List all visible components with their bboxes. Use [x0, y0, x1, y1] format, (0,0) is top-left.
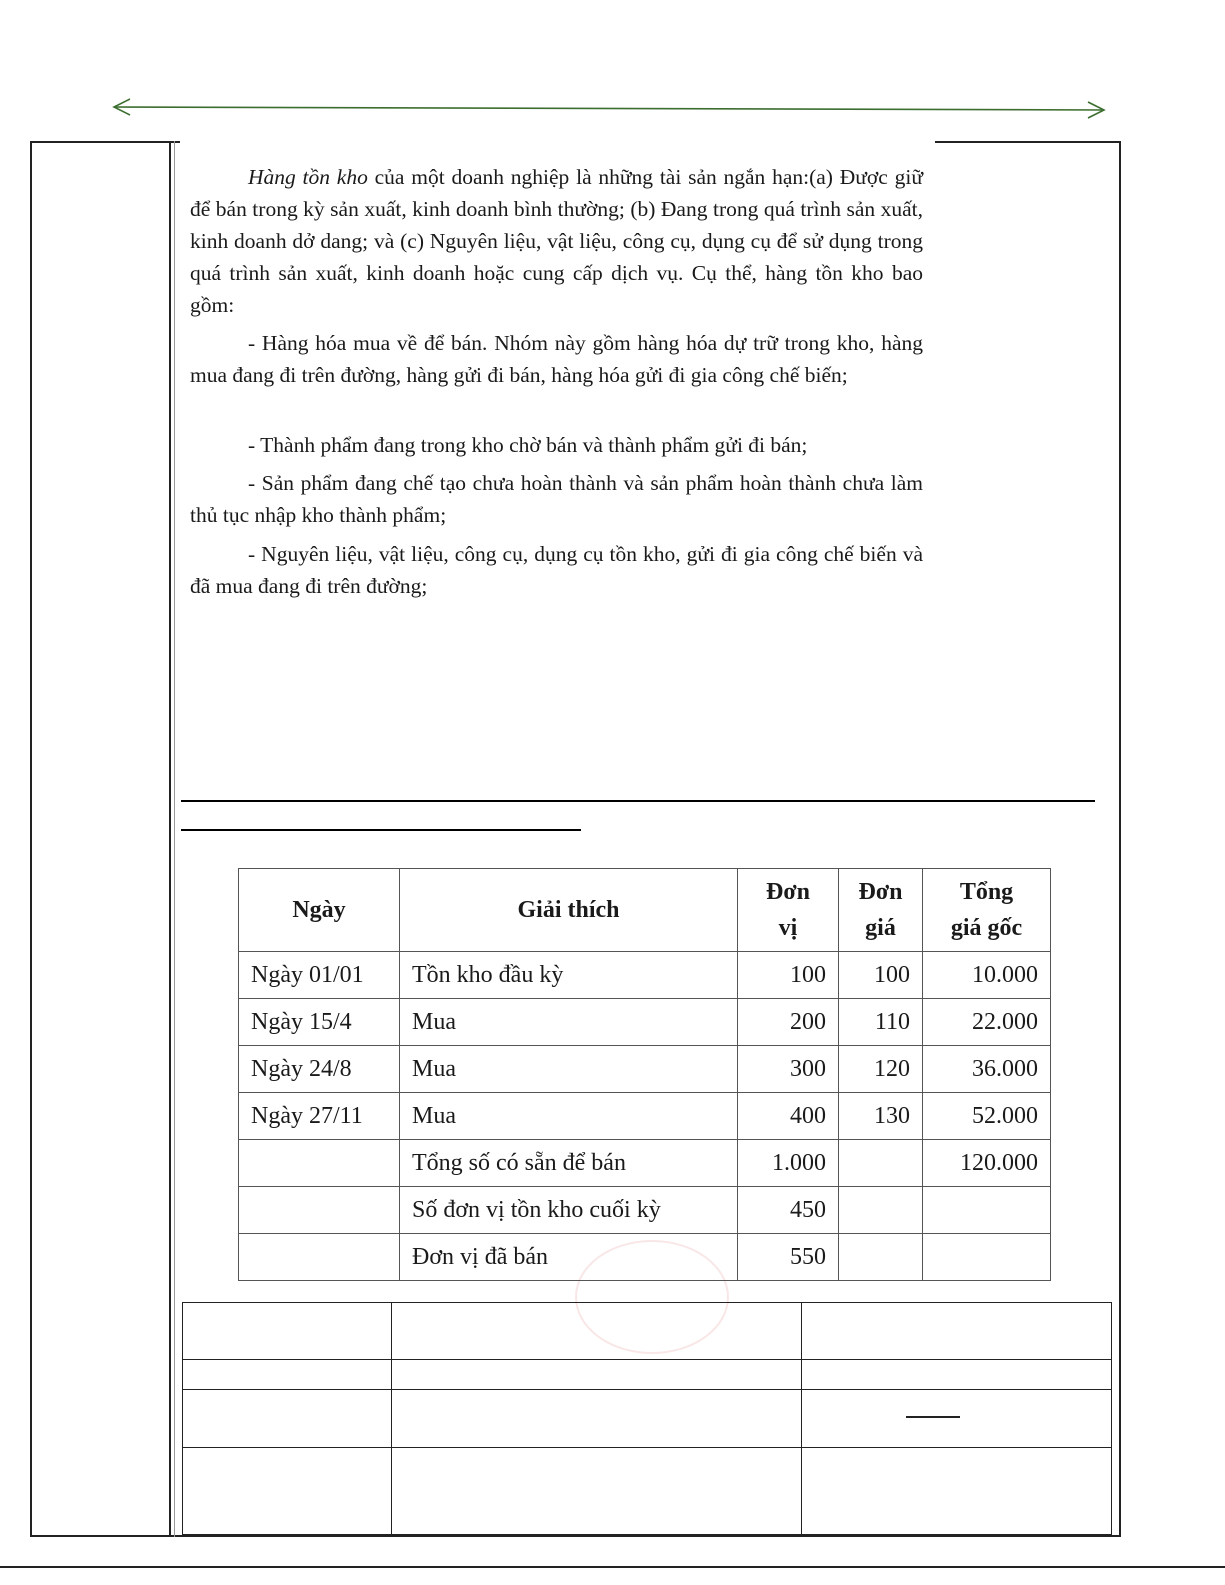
frame-bottom-border: [30, 1535, 1121, 1537]
cell-unit-price: [839, 1234, 923, 1281]
cell-total: 22.000: [923, 999, 1051, 1046]
cell-unit-price: [839, 1187, 923, 1234]
blank-form-table: [182, 1302, 1112, 1535]
blank-cell: [802, 1390, 1112, 1448]
cell-description: Mua: [400, 1046, 738, 1093]
cell-date: Ngày 27/11: [239, 1093, 400, 1140]
width-arrow: [110, 96, 1110, 122]
blank-row: [183, 1390, 1112, 1448]
cell-total: 52.000: [923, 1093, 1051, 1140]
blank-cell: [183, 1303, 392, 1360]
cell-units: 200: [738, 999, 839, 1046]
frame-top-right: [935, 141, 1121, 143]
header-total-cost: Tổng giá gốc: [923, 869, 1051, 952]
header-description: Giải thích: [400, 869, 738, 952]
cell-total: [923, 1234, 1051, 1281]
table-row: [239, 1187, 1051, 1234]
cell-date: [239, 1234, 400, 1281]
blank-cell: [183, 1390, 392, 1448]
blank-row: [183, 1448, 1112, 1535]
cell-description: Số đơn vị tồn kho cuối kỳ: [400, 1187, 738, 1234]
paragraph-materials: - Nguyên liệu, vật liệu, công cụ, dụng cụ tồn kho, gửi đi gia công chế biến và đã mua đang đi trên đường;: [190, 542, 923, 598]
cell-date: Ngày 01/01: [239, 952, 400, 999]
cell-description: Tồn kho đầu kỳ: [400, 952, 738, 999]
blank-cell: [392, 1360, 802, 1390]
table-row: [239, 1234, 1051, 1281]
cell-total: 10.000: [923, 952, 1051, 999]
cell-date: Ngày 24/8: [239, 1046, 400, 1093]
blank-row: [183, 1303, 1112, 1360]
frame-column-divider-2: [174, 141, 175, 1537]
short-rule: [181, 829, 581, 831]
cell-unit-price: [839, 1140, 923, 1187]
cell-units: 100: [738, 952, 839, 999]
table-header-row: [239, 869, 1051, 952]
paragraph-definition: [190, 161, 923, 321]
term-inventory: Hàng tồn kho: [248, 165, 368, 189]
cell-date: Ngày 15/4: [239, 999, 400, 1046]
header-date: Ngày: [239, 869, 400, 952]
cell-unit-price: 110: [839, 999, 923, 1046]
paragraph-finished-goods: - Thành phẩm đang trong kho chờ bán và thành phẩm gửi đi bán;: [248, 433, 808, 457]
table-row: [239, 1140, 1051, 1187]
blank-cell: [392, 1390, 802, 1448]
cell-date: [239, 1140, 400, 1187]
table-row: [239, 952, 1051, 999]
cell-units: 450: [738, 1187, 839, 1234]
paragraph-wip: - Sản phẩm đang chế tạo chưa hoàn thành và sản phẩm hoàn thành chưa làm thủ tục nhập kho thành phẩm;: [190, 471, 923, 527]
header-units: Đơn vị: [738, 869, 839, 952]
paragraph-goods: - Hàng hóa mua về để bán. Nhóm này gồm hàng hóa dự trữ trong kho, hàng mua đang đi trên đường, hàng gửi đi bán, hàng hóa gửi đi gia công chế biến;: [190, 331, 923, 387]
cell-description: Đơn vị đã bán: [400, 1234, 738, 1281]
cell-description: Mua: [400, 1093, 738, 1140]
header-unit-price: Đơn giá: [839, 869, 923, 952]
table-row: [239, 1093, 1051, 1140]
blank-cell: [392, 1303, 802, 1360]
cell-total: 120.000: [923, 1140, 1051, 1187]
blank-cell: [802, 1303, 1112, 1360]
paragraph-definition-text: của một doanh nghiệp là những tài sản ngắn hạn:(a) Được giữ để bán trong kỳ sản xuất, kinh doanh bình thường; (b) Đang trong quá trình sản xuất, kinh doanh dở dang; và (c) Nguyên liệu, vật liệu, công cụ, dụng cụ để sử dụng trong quá trình sản xuất, kinh doanh hoặc cung cấp dịch vụ. Cụ thể, hàng tồn kho bao gồm:: [190, 165, 923, 317]
cell-units: 1.000: [738, 1140, 839, 1187]
blank-cell: [183, 1448, 392, 1535]
signature-line: [906, 1416, 960, 1418]
cell-unit-price: 130: [839, 1093, 923, 1140]
cell-description: Mua: [400, 999, 738, 1046]
table-row: [239, 999, 1051, 1046]
cell-unit-price: 100: [839, 952, 923, 999]
blank-cell: [802, 1448, 1112, 1535]
blank-cell: [802, 1360, 1112, 1390]
frame-column-divider: [169, 141, 171, 1537]
cell-units: 400: [738, 1093, 839, 1140]
table-row: [239, 1046, 1051, 1093]
cell-units: 300: [738, 1046, 839, 1093]
cell-units: 550: [738, 1234, 839, 1281]
blank-cell: [392, 1448, 802, 1535]
cell-unit-price: 120: [839, 1046, 923, 1093]
cell-date: [239, 1187, 400, 1234]
cell-total: 36.000: [923, 1046, 1051, 1093]
blank-cell: [183, 1360, 392, 1390]
frame-top-left: [30, 141, 180, 143]
cell-total: [923, 1187, 1051, 1234]
frame-left-border: [30, 141, 32, 1537]
section-rule: [181, 800, 1095, 802]
page-bottom-line: [0, 1566, 1225, 1568]
cell-description: Tổng số có sẵn để bán: [400, 1140, 738, 1187]
inventory-table: [238, 868, 1051, 1281]
frame-right-border: [1119, 141, 1121, 1537]
blank-row: [183, 1360, 1112, 1390]
